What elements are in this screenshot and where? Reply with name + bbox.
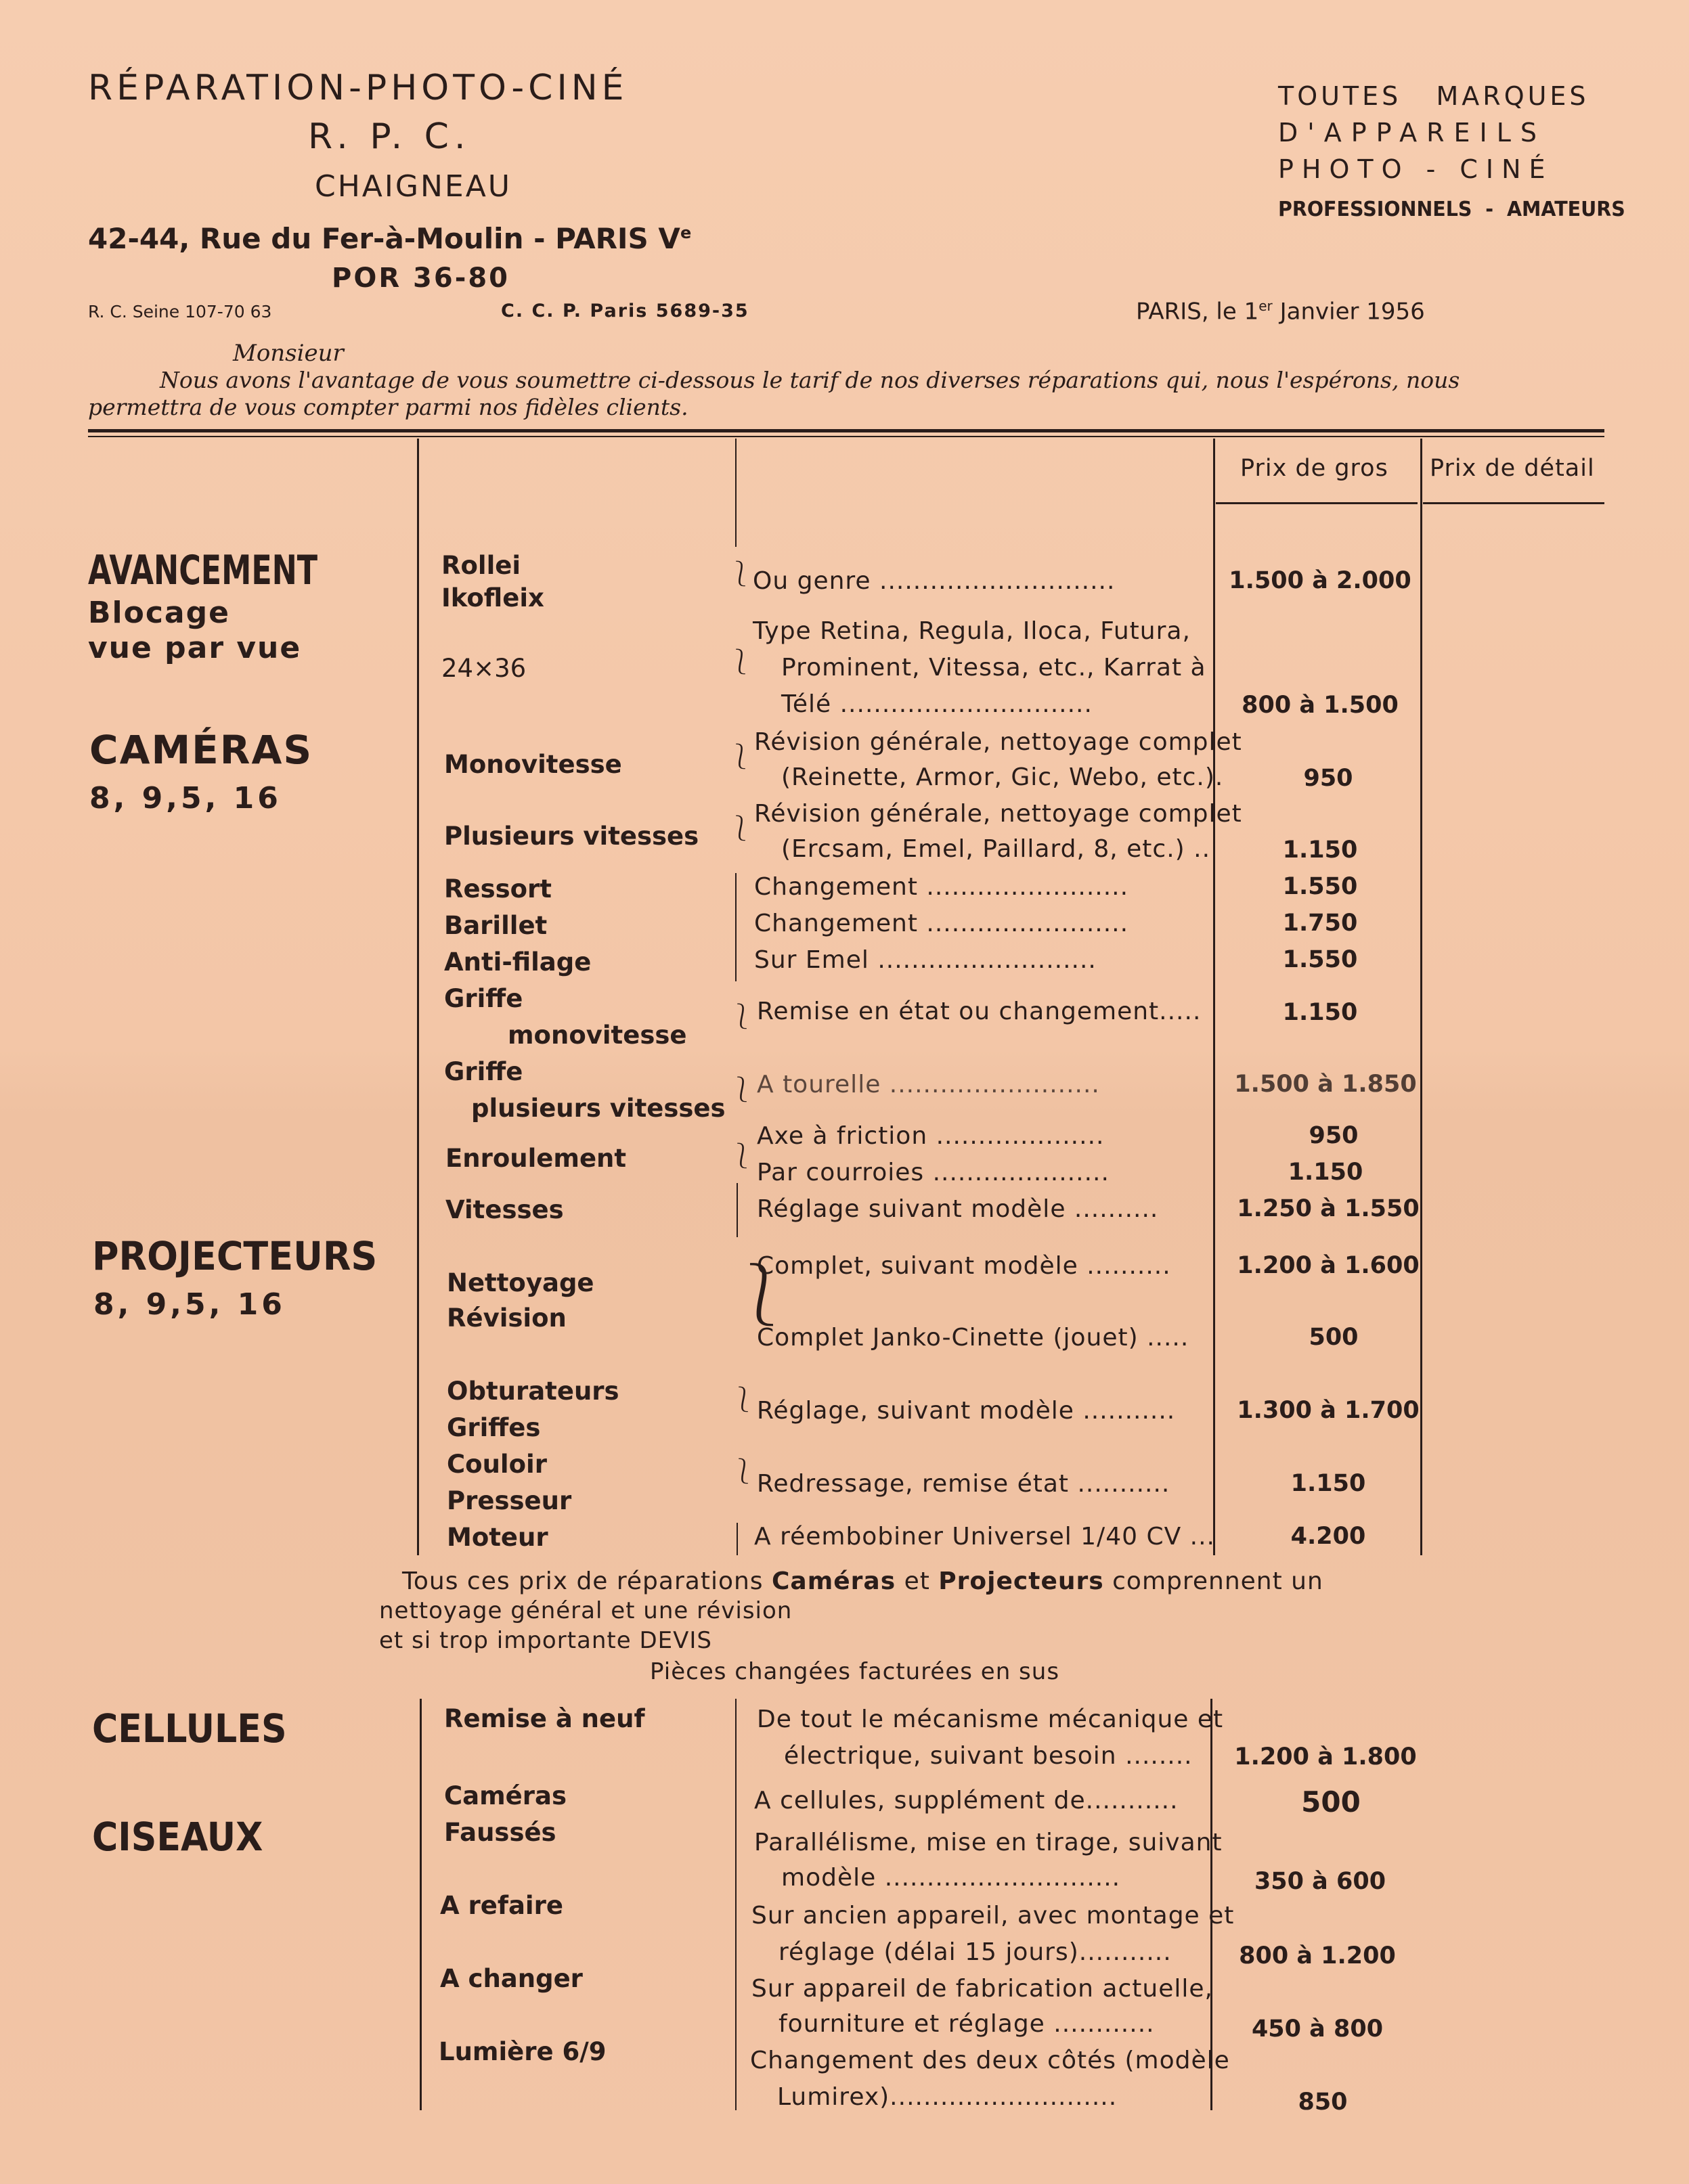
desc-fabrication-actuelle-2: fourniture et réglage ............	[778, 2010, 1155, 2038]
brands-line-3: PHOTO - CINÉ	[1278, 154, 1554, 184]
item-griffe-1-sub: monovitesse	[508, 1021, 687, 1050]
brands-line-1: TOUTES MARQUES	[1278, 81, 1589, 111]
column-divider-1	[417, 439, 419, 1555]
salutation: Monsieur	[233, 340, 344, 367]
item-remise-a-neuf: Remise à neuf	[444, 1704, 645, 1733]
wholesale-header-rule	[1216, 502, 1418, 504]
retail-header-rule	[1423, 502, 1604, 504]
price-griffe-multi: 1.500 à 1.850	[1234, 1071, 1417, 1098]
price-vitesses: 1.250 à 1.550	[1237, 1195, 1420, 1222]
price-plusieurs-vitesses: 1.150	[1282, 837, 1358, 864]
desc-changement-2: Changement ........................	[754, 910, 1129, 937]
brace-1: ⎱	[728, 560, 753, 588]
desc-type-retina-3: Télé ..............................	[781, 690, 1093, 718]
item-rollei: Rollei	[441, 551, 521, 580]
brace-6: ⎱	[730, 1076, 755, 1104]
item-revision: Révision	[447, 1303, 567, 1333]
header-retail-price: Prix de détail	[1430, 455, 1595, 482]
desc-fabrication-actuelle-1: Sur appareil de fabrication actuelle,	[751, 1975, 1213, 2003]
column-divider-3	[1213, 439, 1215, 1555]
desc-revision-mono-2: (Reinette, Armor, Gic, Webo, etc.).	[781, 763, 1224, 791]
note-line-2: nettoyage général et une révision	[379, 1597, 793, 1624]
desc-reembobiner: A réembobiner Universel 1/40 CV ...	[754, 1523, 1215, 1551]
item-couloir: Couloir	[447, 1450, 547, 1479]
brace-2: ⎱	[728, 648, 753, 676]
note-line-1-pre: Tous ces prix de réparations	[402, 1567, 772, 1595]
item-ikofleix: Ikofleix	[441, 583, 544, 612]
brands-line-2: D'APPAREILS	[1278, 118, 1547, 148]
desc-type-retina-1: Type Retina, Regula, Iloca, Futura,	[753, 617, 1191, 645]
item-presseur: Presseur	[447, 1486, 572, 1515]
bar-vitesses	[737, 1183, 738, 1237]
column-divider-2b	[735, 1699, 737, 2110]
price-moteur: 4.200	[1290, 1523, 1366, 1550]
category-cameras: CAMÉRAS	[89, 727, 313, 773]
item-ressort: Ressort	[444, 874, 552, 904]
brace-8: ⎱	[731, 1260, 792, 1331]
note-line-3: et si trop importante DEVIS	[379, 1627, 713, 1654]
bar-ressort	[735, 873, 737, 981]
desc-complet-suivant-modele: Complet, suivant modèle ..........	[757, 1252, 1171, 1280]
price-parallelisme: 350 à 600	[1254, 1868, 1386, 1895]
desc-a-tourelle: A tourelle .........................	[757, 1071, 1100, 1098]
desc-parallelisme-2: modèle ............................	[781, 1864, 1121, 1892]
letter-date	[1136, 298, 1425, 325]
address-superscript: e	[680, 223, 692, 242]
item-monovitesse: Monovitesse	[444, 750, 622, 779]
desc-changement-1: Changement ........................	[754, 873, 1129, 901]
note-line-4: Pièces changées facturées en sus	[650, 1658, 1060, 1685]
category-ciseaux: CISEAUX	[92, 1814, 263, 1860]
item-griffe-1: Griffe	[444, 984, 523, 1013]
column-divider-1b	[420, 1699, 422, 2110]
category-cellules: CELLULES	[92, 1706, 287, 1752]
price-rollei: 1.500 à 2.000	[1229, 567, 1411, 594]
bar-moteur	[737, 1523, 738, 1555]
category-avancement-sub-2: vue par vue	[88, 631, 302, 665]
desc-reglage-obturateurs: Réglage, suivant modèle ...........	[757, 1397, 1176, 1425]
price-anti-filage: 1.550	[1282, 946, 1358, 973]
desc-revision-multi-2: (Ercsam, Emel, Paillard, 8, etc.) ..	[781, 835, 1211, 863]
note-line-1-cameras: Caméras	[772, 1567, 896, 1595]
item-griffe-2: Griffe	[444, 1057, 523, 1086]
desc-changement-deux-cotes-1: Changement des deux côtés (modèle	[750, 2047, 1230, 2074]
item-a-changer: A changer	[440, 1964, 583, 1993]
item-moteur: Moteur	[447, 1523, 548, 1552]
item-a-refaire: A refaire	[440, 1891, 563, 1920]
desc-changement-deux-cotes-2: Lumirex)...........................	[777, 2083, 1118, 2111]
price-cameras-cellules: 500	[1301, 1785, 1361, 1819]
price-barillet: 1.750	[1282, 910, 1358, 937]
price-a-changer: 450 à 800	[1251, 2015, 1384, 2043]
price-a-refaire: 800 à 1.200	[1239, 1942, 1396, 1969]
price-nettoyage-complet: 1.200 à 1.600	[1237, 1252, 1420, 1279]
category-cameras-sub: 8, 9,5, 16	[89, 781, 282, 816]
brace-4: ⎱	[728, 815, 753, 843]
brace-7: ⎱	[730, 1142, 755, 1170]
desc-par-courroies: Par courroies .....................	[757, 1159, 1110, 1186]
note-line-1-projecteurs: Projecteurs	[938, 1567, 1104, 1595]
item-enroulement: Enroulement	[445, 1144, 627, 1173]
item-vitesses: Vitesses	[445, 1195, 564, 1224]
brace-10: ⎱	[731, 1458, 756, 1486]
item-griffe-2-sub: plusieurs vitesses	[471, 1094, 726, 1123]
brace-3: ⎱	[728, 743, 753, 771]
brace-9: ⎱	[731, 1386, 756, 1414]
desc-mecanisme-1: De tout le mécanisme mécanique et	[757, 1706, 1224, 1733]
desc-reglage-suivant-modele: Réglage suivant modèle ..........	[757, 1195, 1159, 1223]
desc-redressage: Redressage, remise état ...........	[757, 1470, 1170, 1498]
desc-a-cellules: A cellules, supplément de...........	[754, 1787, 1179, 1814]
desc-axe-friction: Axe à friction ....................	[757, 1122, 1105, 1150]
price-obturateurs: 1.300 à 1.700	[1237, 1397, 1420, 1424]
brace-5: ⎱	[730, 1003, 755, 1031]
price-ressort: 1.550	[1282, 873, 1358, 900]
category-projecteurs-sub: 8, 9,5, 16	[93, 1287, 286, 1322]
item-obturateurs: Obturateurs	[447, 1377, 619, 1406]
note-line-1-post: comprennent un	[1103, 1567, 1323, 1595]
price-remise-a-neuf: 1.200 à 1.800	[1234, 1743, 1417, 1770]
price-24x36: 800 à 1.500	[1242, 692, 1399, 719]
item-lumiere: Lumière 6/9	[439, 2037, 607, 2066]
date-superscript: er	[1258, 298, 1273, 314]
phone: POR 36-80	[332, 263, 510, 294]
rc-number: R. C. Seine 107-70 63	[88, 302, 272, 321]
price-par-courroies: 1.150	[1288, 1159, 1363, 1186]
item-nettoyage: Nettoyage	[447, 1268, 594, 1297]
price-axe-friction: 950	[1309, 1122, 1359, 1149]
price-lumiere: 850	[1298, 2089, 1348, 2116]
desc-revision-mono-1: Révision générale, nettoyage complet	[754, 728, 1242, 756]
desc-janko-cinette: Complet Janko-Cinette (jouet) .....	[757, 1324, 1189, 1352]
date-suffix: Janvier 1956	[1272, 298, 1425, 326]
brands-line-4: PROFESSIONNELS - AMATEURS	[1278, 198, 1625, 221]
desc-sur-emel: Sur Emel ..........................	[754, 946, 1097, 974]
item-fausses: Faussés	[444, 1818, 556, 1847]
item-griffes: Griffes	[447, 1413, 541, 1442]
price-couloir: 1.150	[1290, 1470, 1366, 1497]
column-divider-2	[735, 439, 737, 547]
ccp-number: C. C. P. Paris 5689-35	[501, 300, 749, 321]
desc-type-retina-2: Prominent, Vitessa, etc., Karrat à	[781, 654, 1206, 682]
price-monovitesse: 950	[1303, 765, 1353, 792]
top-rule	[88, 429, 1604, 432]
desc-parallelisme-1: Parallélisme, mise en tirage, suivant	[754, 1829, 1223, 1856]
note-line-1	[402, 1567, 1323, 1595]
desc-remise-en-etat: Remise en état ou changement.....	[757, 998, 1202, 1025]
item-plusieurs-vitesses: Plusieurs vitesses	[444, 822, 699, 851]
desc-ou-genre: Ou genre ............................	[753, 567, 1116, 595]
header-wholesale-price: Prix de gros	[1240, 455, 1388, 482]
address-text: 42-44, Rue du Fer-à-Moulin - PARIS V	[88, 222, 680, 255]
item-cameras: Caméras	[444, 1781, 567, 1810]
item-24x36: 24×36	[441, 654, 527, 683]
company-initials: R. P. C.	[308, 116, 471, 157]
category-projecteurs: PROJECTEURS	[92, 1233, 378, 1279]
item-barillet: Barillet	[444, 911, 548, 940]
date-prefix: PARIS, le 1	[1136, 298, 1259, 326]
letter-line-1: Nous avons l'avantage de vous soumettre ci-dessous le tarif de nos diverses réparations qui, nous l'espérons, nous	[160, 367, 1460, 393]
desc-revision-multi-1: Révision générale, nettoyage complet	[754, 800, 1242, 828]
category-avancement: AVANCEMENT	[88, 547, 318, 594]
address	[88, 222, 691, 255]
desc-mecanisme-2: électrique, suivant besoin ........	[784, 1742, 1193, 1770]
desc-ancien-appareil-1: Sur ancien appareil, avec montage et	[751, 1902, 1235, 1930]
company-name: RÉPARATION-PHOTO-CINÉ	[88, 68, 628, 108]
price-janko-cinette: 500	[1309, 1324, 1359, 1351]
item-anti-filage: Anti-filage	[444, 948, 592, 977]
top-rule-thin	[88, 436, 1604, 437]
category-avancement-sub-1: Blocage	[88, 596, 230, 630]
desc-ancien-appareil-2: réglage (délai 15 jours)...........	[778, 1938, 1172, 1966]
price-griffe-mono: 1.150	[1282, 999, 1358, 1026]
letter-line-2: permettra de vous compter parmi nos fidèles clients.	[88, 394, 688, 420]
owner-name: CHAIGNEAU	[315, 169, 512, 204]
note-line-1-mid: et	[896, 1567, 939, 1595]
column-divider-4	[1420, 439, 1422, 1555]
